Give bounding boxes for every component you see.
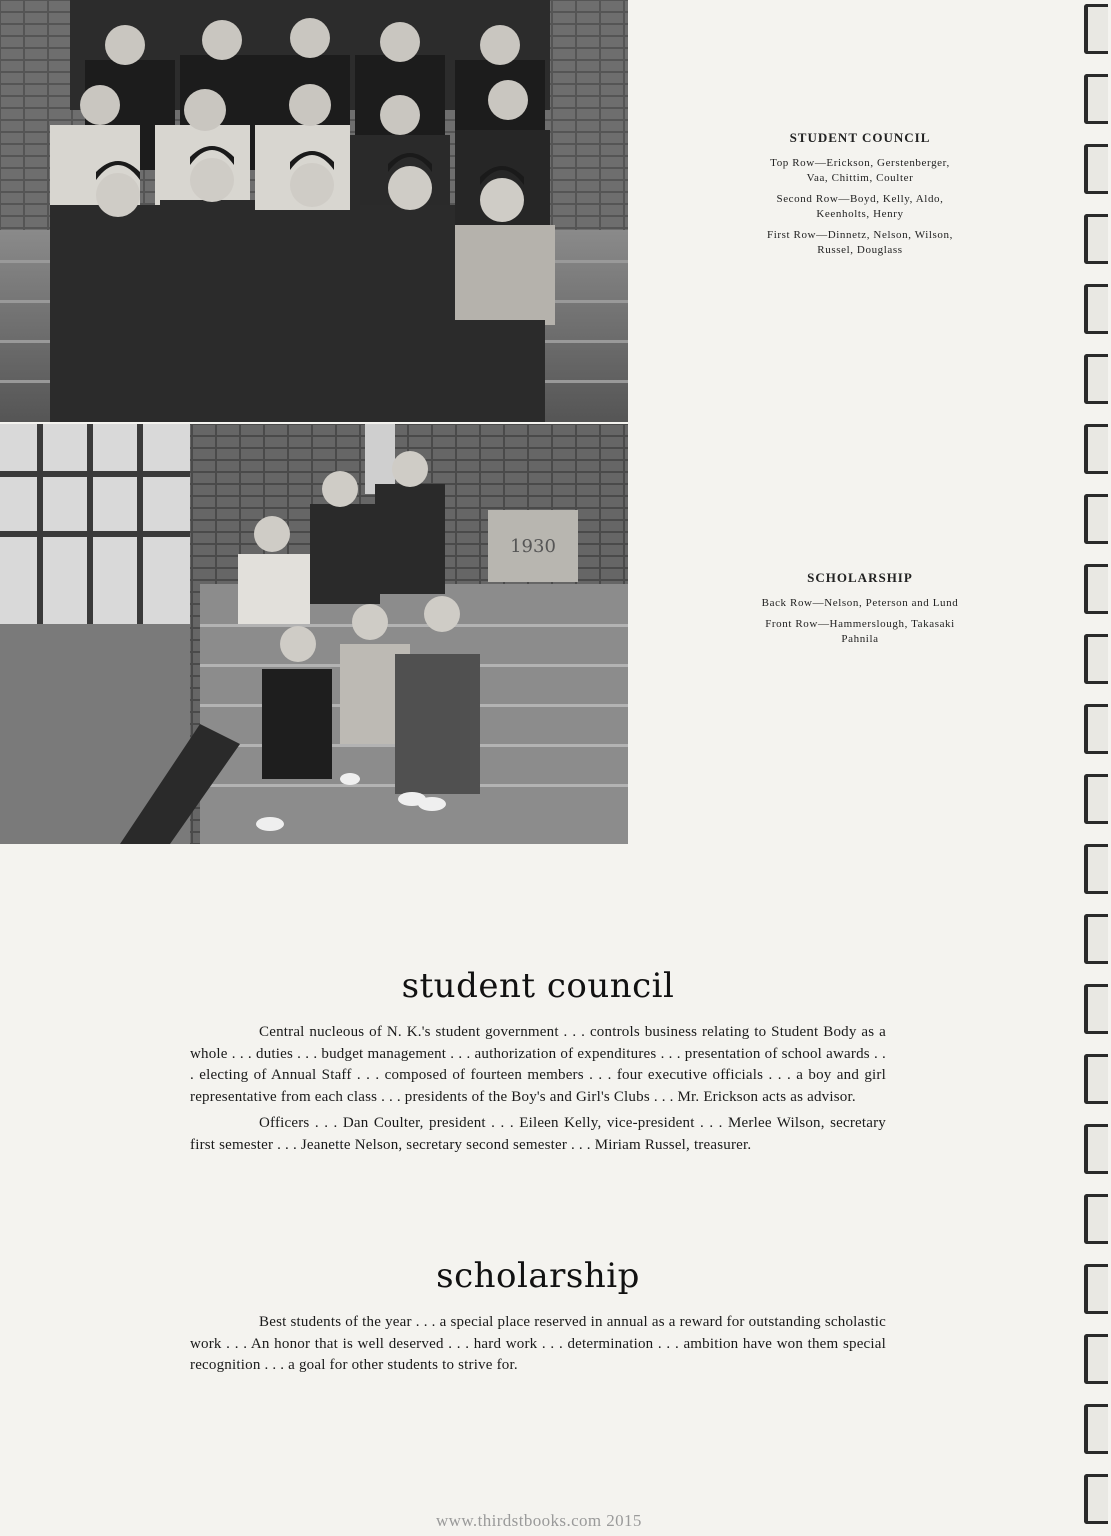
caption-line: Front Row—Hammerslough, Takasaki Pahnila (765, 618, 955, 645)
scholarship-text (190, 1312, 886, 1382)
student-council-caption (712, 130, 1008, 264)
paragraph: Best students of the year . . . a special place reserved in annual as a reward for outstanding scholastic work . . . An honor that is well deserved . . . hard work . . . determination . . . ambition have won them special recognition . . . a goal for other students to strive for. (190, 1314, 886, 1373)
caption-title: STUDENT COUNCIL (789, 130, 931, 145)
caption-line: First Row—Dinnetz, Nelson, Wilson, Russel, Douglass (767, 229, 953, 256)
caption-line: Top Row—Erickson, Gerstenberger, Vaa, Chittim, Coulter (770, 157, 950, 184)
caption-line: Back Row—Nelson, Peterson and Lund (761, 597, 959, 609)
scholarship-photo (0, 424, 628, 844)
paragraph: Officers . . . Dan Coulter, president . . . Eileen Kelly, vice-president . . . Merlee Wilson, secretary first semester . . . Jeanette Nelson, secretary second semester . . . Miriam Russel, treasurer. (190, 1115, 886, 1153)
caption-title: SCHOLARSHIP (807, 570, 913, 585)
scholarship-heading: scholarship (436, 1256, 640, 1296)
caption-line: Second Row—Boyd, Kelly, Aldo, Keenholts, Henry (776, 193, 944, 220)
student-council-heading: student council (401, 966, 675, 1006)
scholarship-caption (712, 570, 1008, 653)
paragraph: Central nucleous of N. K.'s student government . . . controls business relating to Student Body as a whole . . . duties . . . budget management . . . authorization of expenditures . . . presentation of school awards . . . electing of Annual Staff . . . composed of fourteen members . . . four executive officials . . . a boy and girl representative from each class . . . presidents of the Boy's and Girl's Clubs . . . Mr. Erickson acts as advisor. (190, 1024, 886, 1105)
cornerstone-text: 1930 (510, 536, 556, 557)
spiral-binding (1078, 0, 1111, 1536)
student-council-text (190, 1022, 886, 1161)
student-council-photo (0, 0, 628, 422)
footer-watermark: www.thirdstbooks.com 2015 (436, 1511, 642, 1530)
